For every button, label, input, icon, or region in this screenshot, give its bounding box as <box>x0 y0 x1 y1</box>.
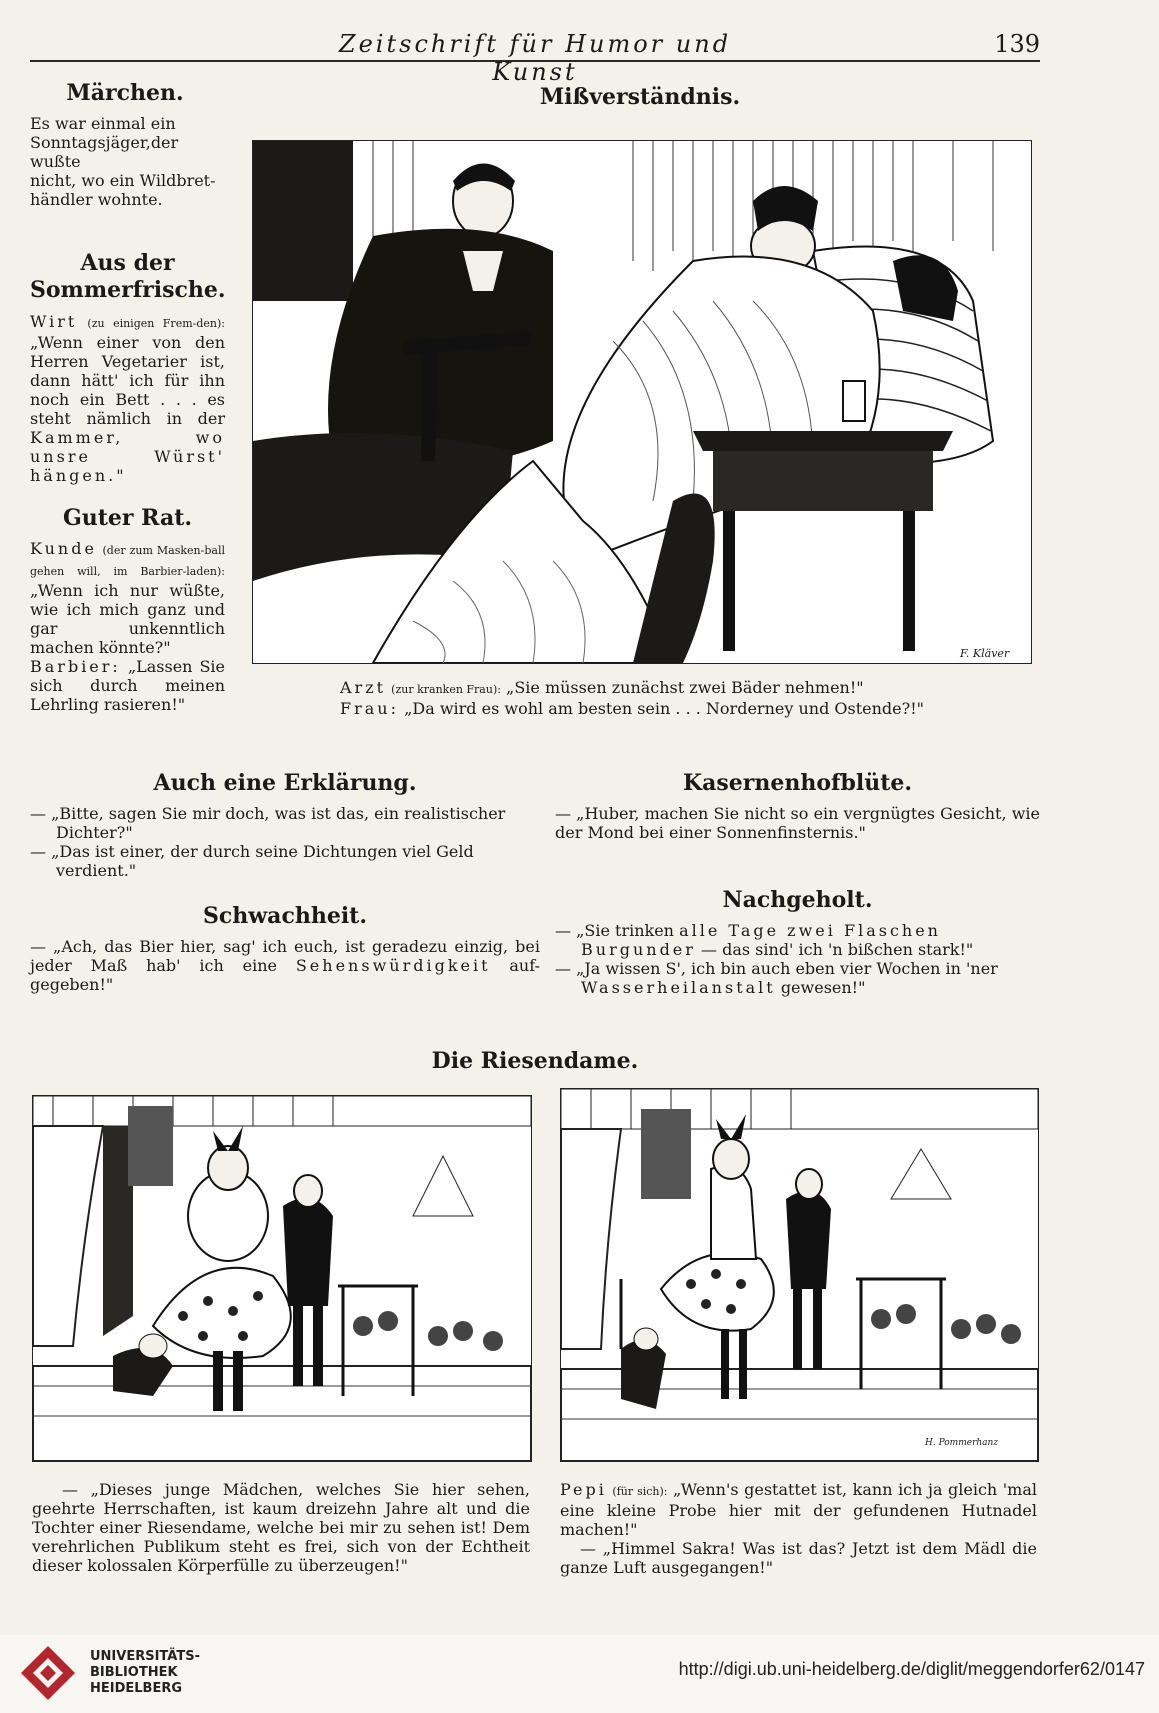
schwachheit-title: Schwachheit. <box>202 903 368 929</box>
fairground-stage-illustration <box>33 1096 531 1461</box>
maerchen-line-1: Es war einmal ein <box>30 114 176 133</box>
schwachheit-text: — „Ach, das Bier hier, sag' ich euch, ist geradezu einzig, bei jeder Maß hab' ich eine <box>30 937 540 975</box>
guter-rat-article <box>30 505 225 714</box>
missverstaendnis-title: Mißverständnis. <box>539 84 741 110</box>
erklaerung-title: Auch eine Erklärung. <box>153 770 417 796</box>
university-library-logo <box>18 1643 78 1703</box>
guter-rat-text-2: „Lassen Sie sich durch meinen Lehrling rasieren!" <box>30 657 225 714</box>
missverstaendnis-stage-1: (zur kranken Frau): <box>391 683 501 696</box>
library-name-line-3: HEIDELBERG <box>90 1681 183 1696</box>
riesendame-caption-left <box>32 1480 530 1575</box>
sommerfrische-body <box>30 312 225 485</box>
riesendame-panel-1 <box>32 1095 532 1462</box>
sommerfrische-title: Aus der Sommerfrische. <box>30 250 226 303</box>
missverstaendnis-signature: F. Kläver <box>960 647 1010 660</box>
library-name-line-2: BIBLIOTHEK <box>90 1665 178 1680</box>
nachgeholt-line-1-a: — „Sie trinken <box>555 921 674 940</box>
riesendame-signature: H. Pommerhanz <box>925 1438 999 1448</box>
kasernen-line-1: — „Huber, machen Sie nicht so ein vergnügtes Gesicht, wie der Mond bei einer Sonnenfinsternis." <box>555 804 1040 842</box>
riesendame-caption-left-text: — „Dieses junge Mädchen, welches Sie hier sehen, geehrte Herrschaften, ist kaum dreizehn Jahre alt und die Tochter einer Riesendame, welche bei mir zu sehen ist! Dem verehrlichen Publikum steht es frei, sich von der Echtheit dieser kolossalen Körperfülle zu überzeugen!" <box>32 1480 530 1575</box>
maerchen-title: Märchen. <box>66 80 184 106</box>
library-name-line-1: UNIVERSITÄTS- <box>90 1649 200 1664</box>
missverstaendnis-title-block <box>245 84 1035 118</box>
missverstaendnis-speaker-1: Arzt <box>340 678 387 697</box>
library-name <box>90 1649 200 1697</box>
riesendame-caption-right <box>560 1480 1037 1577</box>
guter-rat-text-1: „Wenn ich nur wüßte, wie ich mich ganz und gar unkenntlich machen könnte?" <box>30 581 225 657</box>
riesendame-panel-2 <box>560 1088 1039 1462</box>
sommerfrische-text-spaced: Kammer, wo unsre Würst' hängen." <box>30 428 225 485</box>
nachgeholt-line-1 <box>555 921 1040 959</box>
nachgeholt-line-1-c: — das sind' ich 'n bißchen stark!" <box>701 940 974 959</box>
guter-rat-stage-1: (der zum Masken-ball gehen will, im Barbier-laden): <box>30 544 225 578</box>
source-url-link[interactable]: http://digi.ub.uni-heidelberg.de/diglit/meggendorfer62/0147 <box>678 1659 1145 1679</box>
riesendame-caption-right-2: — „Himmel Sakra! Was ist das? Jetzt ist dem Mädl die ganze Luft ausgegangen!" <box>560 1539 1037 1577</box>
missverstaendnis-text-1: „Sie müssen zunächst zwei Bäder nehmen!" <box>506 678 864 697</box>
riesendame-pepi-text: „Wenn's gestattet ist, kann ich ja gleich 'mal eine kleine Probe hier mit der gefundenen Hutnadel machen!" <box>560 1480 1037 1539</box>
schwachheit-article <box>30 903 540 994</box>
nachgeholt-line-2-a: — „Ja wissen S', ich bin auch eben vier Wochen in 'ner <box>555 959 998 978</box>
digitization-footer <box>0 1635 1159 1713</box>
erklaerung-line-1: — „Bitte, sagen Sie mir doch, was ist das, ein realistischer Dichter?" <box>30 804 506 842</box>
guter-rat-line-2 <box>30 657 225 714</box>
riesendame-title: Die Riesendame. <box>431 1048 639 1074</box>
running-header: Zeitschrift für Humor und Kunst <box>338 30 732 86</box>
schwachheit-spaced: Sehenswürdigkeit <box>295 956 491 975</box>
sommerfrische-speaker: Wirt <box>30 312 78 331</box>
schwachheit-text-end: auf-gegeben!" <box>30 956 540 994</box>
missverstaendnis-illustration <box>252 140 1032 664</box>
guter-rat-speaker-1: Kunde <box>30 539 97 558</box>
riesendame-pepi-speaker: Pepi <box>560 1480 607 1499</box>
nachgeholt-line-2-c: gewesen!" <box>780 978 866 997</box>
guter-rat-line-1 <box>30 539 225 657</box>
missverstaendnis-caption <box>340 678 1040 718</box>
maerchen-line-2: Sonntagsjäger,der wußte <box>30 133 179 171</box>
sommerfrische-text: „Wenn einer von den Herren Vegetarier ist, dann hätt' ich für ihn noch ein Bett . . . es steht nämlich in der <box>30 333 225 428</box>
kasernen-title: Kasernenhofblüte. <box>682 770 913 796</box>
riesendame-caption-right-1 <box>560 1480 1037 1539</box>
nachgeholt-line-1-b: alle Tage zwei Flaschen Burgunder <box>581 921 941 959</box>
sommerfrische-stage: (zu einigen Frem-den): <box>87 317 225 330</box>
maerchen-line-3: nicht, wo ein Wildbret- <box>30 171 216 190</box>
missverstaendnis-line-1 <box>340 678 1040 699</box>
sommerfrische-article <box>30 250 225 485</box>
nachgeholt-line-2-b: Wasserheilanstalt <box>581 978 776 997</box>
deflated-giantess-illustration <box>561 1089 1038 1461</box>
nachgeholt-article <box>555 887 1040 997</box>
doctor-and-patient-illustration <box>253 141 1031 663</box>
nachgeholt-title: Nachgeholt. <box>722 887 873 913</box>
riesendame-title-block <box>30 1048 1040 1082</box>
guter-rat-speaker-2: Barbier: <box>30 657 121 676</box>
page-number: 139 <box>994 30 1040 58</box>
erklaerung-article <box>30 770 540 880</box>
missverstaendnis-text-2: „Da wird es wohl am besten sein . . . Norderney und Ostende?!" <box>404 699 925 718</box>
header-rule <box>30 60 1040 62</box>
maerchen-line-4: händler wohnte. <box>30 190 163 209</box>
guter-rat-title: Guter Rat. <box>62 505 193 531</box>
riesendame-pepi-stage: (für sich): <box>612 1485 668 1498</box>
kasernen-article <box>555 770 1040 842</box>
erklaerung-line-2: — „Das ist einer, der durch seine Dichtungen viel Geld verdient." <box>30 842 474 880</box>
missverstaendnis-speaker-2: Frau: <box>340 699 399 718</box>
nachgeholt-line-2 <box>555 959 1040 997</box>
missverstaendnis-line-2 <box>340 699 1040 718</box>
maerchen-article <box>30 80 220 209</box>
schwachheit-body <box>30 937 540 994</box>
